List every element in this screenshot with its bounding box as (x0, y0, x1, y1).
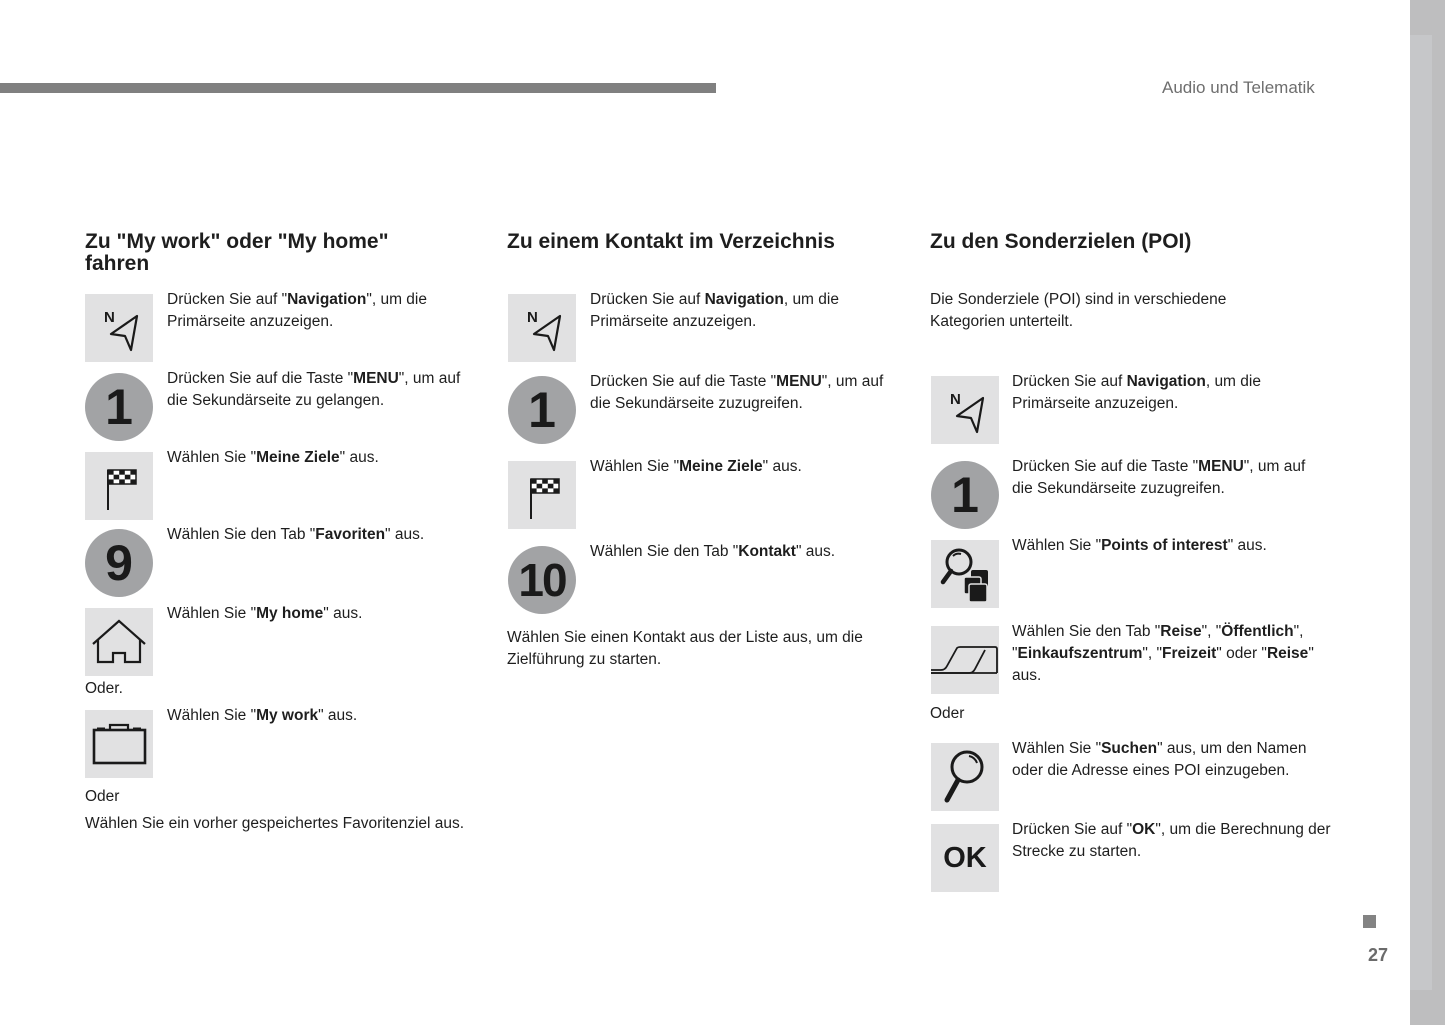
step-text: Wählen Sie "Suchen" aus, um den Namen oder die Adresse eines POI einzugeben. (1012, 740, 1307, 779)
closing-text: Wählen Sie ein vorher gespeichertes Favoritenziel aus. (85, 815, 465, 832)
step-text: Drücken Sie auf die Taste "MENU", um auf die Sekundärseite zuzugreifen. (590, 373, 884, 412)
svg-text:N: N (527, 309, 538, 326)
step-text: Wählen Sie "Meine Ziele" aus. (167, 449, 379, 466)
intro-text: Die Sonderziele (POI) sind in verschiedene Kategorien unterteilt. (930, 291, 1227, 330)
step-text: Wählen Sie "My work" aus. (167, 707, 358, 724)
page-marker-square (1363, 915, 1376, 928)
section-title: Zu einem Kontakt im Verzeichnis (507, 230, 835, 253)
step-number-badge: 1 (85, 373, 153, 441)
navigation-icon (931, 376, 999, 444)
step-text: Drücken Sie auf Navigation, um die Primärseite anzuzeigen. (1012, 373, 1261, 412)
navigation-icon (85, 294, 153, 362)
section-title: Zu "My work" oder "My home" fahren (85, 230, 389, 275)
svg-text:N: N (104, 309, 115, 326)
ok-icon (931, 824, 999, 892)
briefcase-icon (85, 710, 153, 778)
poi-search-icon (931, 540, 999, 608)
step-text: Wählen Sie "Meine Ziele" aus. (590, 458, 802, 475)
step-text: Wählen Sie "My home" aus. (167, 605, 363, 622)
or-label: Oder (930, 705, 965, 722)
step-text: Drücken Sie auf "Navigation", um die Primärseite anzuzeigen. (167, 291, 427, 330)
step-number-badge: 1 (931, 461, 999, 529)
section-title: Zu den Sonderzielen (POI) (930, 230, 1192, 253)
step-text: Wählen Sie den Tab "Reise", "Öffentlich", "Einkaufszentrum", "Freizeit" oder "Reise" aus. (1012, 623, 1314, 684)
page-number: 27 (1368, 945, 1389, 965)
step-number-badge: 9 (85, 529, 153, 597)
step-text: Drücken Sie auf "OK", um die Berechnung der Strecke zu starten. (1012, 821, 1331, 860)
or-label: Oder. (85, 680, 123, 697)
or-label: Oder (85, 788, 120, 805)
step-number-badge: 10 (508, 546, 576, 614)
step-text: Wählen Sie "Points of interest" aus. (1012, 537, 1267, 554)
header-rule (0, 83, 716, 93)
closing-text: Wählen Sie einen Kontakt aus der Liste aus, um die Zielführung zu starten. (507, 629, 863, 668)
step-text: Drücken Sie auf die Taste "MENU", um auf die Sekundärseite zu gelangen. (167, 370, 461, 409)
navigation-icon (508, 294, 576, 362)
checkered-flag-icon (508, 461, 576, 529)
step-text: Wählen Sie den Tab "Favoriten" aus. (167, 526, 425, 543)
ok-label: OK (943, 841, 987, 874)
home-icon (85, 608, 153, 676)
step-number-badge: 1 (508, 376, 576, 444)
checkered-flag-icon (85, 452, 153, 520)
step-text: Drücken Sie auf Navigation, um die Primärseite anzuzeigen. (590, 291, 839, 330)
chapter-title: Audio und Telematik (1162, 78, 1315, 97)
side-tab-inner (1410, 35, 1432, 990)
step-text: Wählen Sie den Tab "Kontakt" aus. (590, 543, 836, 560)
tab-icon (931, 626, 999, 694)
magnifier-icon (931, 743, 999, 811)
svg-text:N: N (950, 391, 961, 408)
step-text: Drücken Sie auf die Taste "MENU", um auf die Sekundärseite zuzugreifen. (1012, 458, 1306, 497)
